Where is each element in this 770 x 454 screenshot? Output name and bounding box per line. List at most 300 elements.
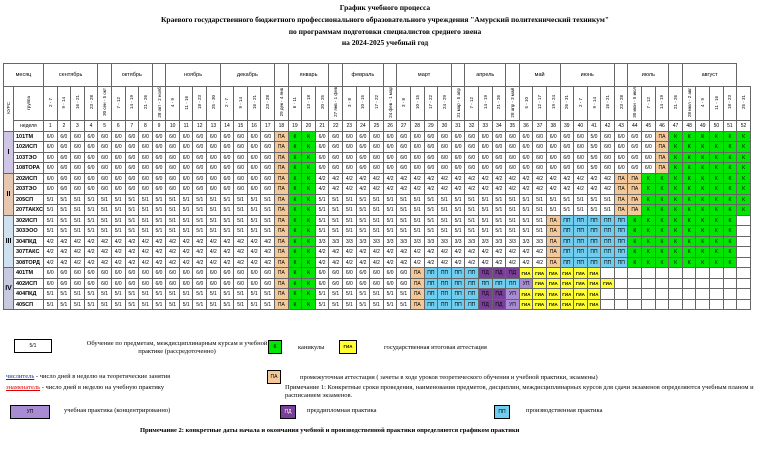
date-range-label: 7 - 12	[115, 96, 121, 109]
schedule-cell: 5/1	[315, 194, 329, 205]
schedule-cell: 6/0	[207, 163, 221, 174]
schedule-cell: 4/2	[492, 247, 506, 258]
group-name: 405СП	[14, 299, 44, 310]
schedule-cell: 4/2	[560, 184, 574, 195]
schedule-cell: 5/1	[451, 205, 465, 216]
schedule-cell: К	[302, 299, 316, 310]
schedule-cell: 6/0	[71, 268, 85, 279]
group-name: 302ИСП	[14, 215, 44, 226]
schedule-cell: ПП	[465, 268, 479, 279]
schedule-cell: 5/1	[71, 226, 85, 237]
schedule-cell: 5/1	[560, 205, 574, 216]
schedule-cell: 4/2	[356, 173, 370, 184]
schedule-cell: 5/1	[139, 289, 153, 300]
week-number: 22	[329, 120, 343, 131]
schedule-cell: К	[723, 131, 737, 142]
week-number: 21	[315, 120, 329, 131]
schedule-cell: 4/2	[519, 184, 533, 195]
schedule-cell: ПП	[424, 268, 438, 279]
schedule-cell: К	[669, 226, 683, 237]
month-header: август	[682, 64, 736, 87]
schedule-cell: К	[723, 215, 737, 226]
date-range-label: 21 - 26	[673, 95, 679, 110]
schedule-cell: ГИА	[587, 278, 601, 289]
group-header	[14, 87, 44, 121]
schedule-cell: 3/3	[343, 236, 357, 247]
schedule-cell: 5/1	[234, 289, 248, 300]
schedule-cell: 6/0	[451, 152, 465, 163]
schedule-cell: 6/0	[506, 142, 520, 153]
schedule-cell: 6/0	[642, 163, 656, 174]
schedule-cell	[682, 268, 696, 279]
date-range-label: 29 дек - 4 янв	[278, 88, 284, 117]
schedule-cell: 4/2	[506, 257, 520, 268]
schedule-cell: 6/0	[234, 184, 248, 195]
schedule-cell: 6/0	[465, 163, 479, 174]
schedule-cell: 5/1	[356, 215, 370, 226]
schedule-cell: 4/2	[533, 173, 547, 184]
schedule-cell: 6/0	[57, 152, 71, 163]
schedule-cell: 6/0	[166, 163, 180, 174]
schedule-cell: К	[696, 173, 710, 184]
schedule-cell: 6/0	[234, 278, 248, 289]
schedule-cell: 6/0	[247, 142, 261, 153]
month-header: июнь	[560, 64, 614, 87]
schedule-cell	[614, 278, 628, 289]
schedule-cell: ПП	[614, 247, 628, 258]
schedule-cell	[642, 289, 656, 300]
schedule-cell: 5/1	[356, 299, 370, 310]
month-header	[451, 64, 465, 87]
schedule-cell: 4/2	[451, 173, 465, 184]
week-number: 2	[57, 120, 71, 131]
date-range-cell	[696, 87, 710, 121]
schedule-cell: 5/1	[329, 215, 343, 226]
schedule-cell: К	[302, 247, 316, 258]
schedule-cell: К	[628, 257, 642, 268]
schedule-cell: 6/0	[614, 152, 628, 163]
schedule-cell: К	[288, 131, 302, 142]
schedule-cell: 5/1	[261, 215, 275, 226]
schedule-cell: ГИА	[519, 268, 533, 279]
week-number: 17	[261, 120, 275, 131]
schedule-cell: 4/2	[71, 247, 85, 258]
week-number: 8	[139, 120, 153, 131]
schedule-cell: 4/2	[587, 184, 601, 195]
schedule-cell: 4/2	[111, 247, 125, 258]
month-label: месяц	[4, 64, 44, 87]
schedule-cell: 4/2	[465, 173, 479, 184]
schedule-cell: ПД	[492, 299, 506, 310]
legend-production-text: производственная практика	[526, 407, 603, 414]
schedule-cell: ПП	[492, 278, 506, 289]
date-range-cell	[356, 87, 370, 121]
schedule-cell: К	[710, 257, 724, 268]
date-range-cell	[587, 87, 601, 121]
schedule-cell: К	[710, 205, 724, 216]
schedule-cell: 6/0	[71, 142, 85, 153]
week-number: 20	[302, 120, 316, 131]
date-range-label: 27 янв - 1 фев	[333, 87, 339, 118]
schedule-cell: 5/1	[343, 215, 357, 226]
date-range-cell	[179, 87, 193, 121]
schedule-cell	[601, 289, 615, 300]
date-range-cell	[125, 87, 139, 121]
schedule-cell: К	[696, 152, 710, 163]
schedule-cell: 6/0	[642, 142, 656, 153]
table-row	[4, 226, 751, 237]
schedule-cell: 3/3	[492, 236, 506, 247]
schedule-cell: К	[642, 184, 656, 195]
schedule-cell: 6/0	[247, 268, 261, 279]
week-number: 45	[642, 120, 656, 131]
schedule-cell: ПП	[614, 236, 628, 247]
course-cell: II	[4, 173, 14, 215]
schedule-cell: 5/1	[492, 205, 506, 216]
schedule-cell: 4/2	[506, 173, 520, 184]
schedule-cell: 6/0	[261, 268, 275, 279]
schedule-cell: К	[710, 142, 724, 153]
group-label: группа	[25, 95, 31, 110]
schedule-cell: ПП	[601, 226, 615, 237]
schedule-cell: 4/2	[315, 247, 329, 258]
schedule-cell: К	[682, 226, 696, 237]
group-name: 103ТЭО	[14, 152, 44, 163]
schedule-cell: 6/0	[179, 131, 193, 142]
table-row	[4, 131, 751, 142]
schedule-cell: К	[302, 268, 316, 279]
schedule-cell: 5/1	[261, 289, 275, 300]
schedule-cell: 6/0	[519, 152, 533, 163]
schedule-cell: УП	[506, 289, 520, 300]
schedule-cell: К	[696, 247, 710, 258]
schedule-cell: К	[723, 173, 737, 184]
schedule-cell: 4/2	[84, 247, 98, 258]
schedule-cell: К	[628, 236, 642, 247]
schedule-cell: 6/0	[601, 163, 615, 174]
schedule-cell: 5/1	[111, 215, 125, 226]
schedule-cell: К	[642, 226, 656, 237]
schedule-cell: 6/0	[152, 173, 166, 184]
schedule-cell: 5/1	[193, 215, 207, 226]
schedule-cell: 4/2	[207, 247, 221, 258]
date-range-cell	[410, 87, 424, 121]
schedule-cell: 4/2	[533, 247, 547, 258]
schedule-cell: 3/3	[424, 236, 438, 247]
date-range-label: 14 - 19	[482, 95, 488, 110]
date-range-cell	[451, 87, 465, 121]
schedule-cell: 4/2	[139, 257, 153, 268]
schedule-cell: 4/2	[329, 184, 343, 195]
schedule-cell: 6/0	[397, 142, 411, 153]
schedule-cell: 6/0	[71, 152, 85, 163]
schedule-cell: 5/1	[383, 215, 397, 226]
schedule-cell: 6/0	[43, 268, 57, 279]
schedule-cell: 4/2	[43, 247, 57, 258]
schedule-cell	[642, 268, 656, 279]
week-number: 15	[234, 120, 248, 131]
schedule-cell: 5/1	[84, 289, 98, 300]
schedule-cell: 5/1	[261, 205, 275, 216]
schedule-cell: 4/2	[111, 257, 125, 268]
schedule-cell: 5/1	[43, 215, 57, 226]
schedule-cell: 5/1	[57, 205, 71, 216]
course-cell: III	[4, 215, 14, 268]
schedule-cell: 4/2	[397, 247, 411, 258]
date-range-label: 10 - 15	[360, 95, 366, 110]
schedule-cell: ПА	[275, 299, 289, 310]
table-row	[4, 278, 751, 289]
schedule-cell: 6/0	[193, 268, 207, 279]
schedule-cell: 6/0	[111, 152, 125, 163]
month-header: март	[397, 64, 451, 87]
schedule-cell: 4/2	[193, 236, 207, 247]
date-range-label: 18 - 23	[197, 95, 203, 110]
schedule-cell: К	[710, 215, 724, 226]
schedule-cell: 4/2	[125, 247, 139, 258]
date-range-label: 7 - 12	[645, 96, 651, 109]
schedule-cell: 5/1	[71, 205, 85, 216]
schedule-cell: 6/0	[193, 142, 207, 153]
schedule-cell: 5/1	[234, 299, 248, 310]
schedule-cell: ПП	[560, 236, 574, 247]
schedule-cell: 6/0	[139, 173, 153, 184]
schedule-cell: 4/2	[247, 257, 261, 268]
schedule-cell: 6/0	[57, 184, 71, 195]
schedule-cell: 4/2	[315, 173, 329, 184]
schedule-cell: 4/2	[329, 247, 343, 258]
schedule-cell: 4/2	[43, 257, 57, 268]
schedule-cell: 5/1	[57, 299, 71, 310]
schedule-cell: 6/0	[533, 142, 547, 153]
schedule-cell: 4/2	[98, 236, 112, 247]
schedule-cell: 4/2	[506, 247, 520, 258]
schedule-cell: К	[696, 131, 710, 142]
schedule-cell: 5/1	[207, 194, 221, 205]
week-number: 38	[546, 120, 560, 131]
date-range-cell	[533, 87, 547, 121]
schedule-cell: 5/1	[193, 194, 207, 205]
schedule-cell: 6/0	[397, 152, 411, 163]
schedule-cell: К	[302, 142, 316, 153]
date-range-cell	[329, 87, 343, 121]
schedule-cell: 5/1	[179, 289, 193, 300]
schedule-cell: 5/1	[261, 194, 275, 205]
schedule-cell: 3/3	[506, 236, 520, 247]
title-line-4: на 2024-2025 учебный год	[341, 38, 429, 47]
month-header: май	[519, 64, 560, 87]
schedule-cell: 5/1	[84, 226, 98, 237]
schedule-cell: ГИА	[574, 268, 588, 279]
schedule-cell: 3/3	[438, 236, 452, 247]
schedule-cell: 5/1	[43, 205, 57, 216]
schedule-cell: 5/1	[84, 194, 98, 205]
date-range-cell	[343, 87, 357, 121]
schedule-cell: ПА	[275, 268, 289, 279]
schedule-cell: 4/2	[574, 184, 588, 195]
schedule-cell: 6/0	[356, 268, 370, 279]
schedule-cell	[682, 278, 696, 289]
schedule-cell: 6/0	[111, 268, 125, 279]
schedule-cell: 6/0	[193, 163, 207, 174]
schedule-cell: К	[682, 205, 696, 216]
schedule-cell: 6/0	[343, 278, 357, 289]
schedule-cell: 6/0	[139, 268, 153, 279]
schedule-cell: 5/1	[57, 226, 71, 237]
schedule-cell: 4/2	[261, 257, 275, 268]
schedule-cell: К	[655, 247, 669, 258]
schedule-cell: 6/0	[43, 142, 57, 153]
group-name: 402ИСП	[14, 278, 44, 289]
schedule-cell: К	[288, 173, 302, 184]
schedule-cell: 5/1	[125, 226, 139, 237]
schedule-cell: 6/0	[356, 131, 370, 142]
schedule-cell: 3/3	[465, 236, 479, 247]
schedule-cell: ПА	[546, 257, 560, 268]
schedule-cell	[696, 278, 710, 289]
schedule-cell: 6/0	[370, 163, 384, 174]
schedule-cell: 3/3	[329, 236, 343, 247]
schedule-cell: 5/1	[438, 215, 452, 226]
schedule-cell: ПА	[275, 247, 289, 258]
schedule-cell: К	[288, 163, 302, 174]
week-number: 26	[383, 120, 397, 131]
week-number: 42	[601, 120, 615, 131]
schedule-cell	[682, 299, 696, 310]
schedule-cell: К	[655, 226, 669, 237]
week-label: неделя	[14, 120, 44, 131]
schedule-cell: 6/0	[179, 268, 193, 279]
schedule-cell: ГИА	[519, 299, 533, 310]
schedule-cell: ПА	[546, 247, 560, 258]
date-range-label: 10 - 15	[414, 95, 420, 110]
schedule-cell: 5/1	[71, 194, 85, 205]
schedule-cell: 4/2	[111, 236, 125, 247]
schedule-cell: 6/0	[614, 131, 628, 142]
schedule-cell: 6/0	[207, 131, 221, 142]
schedule-cell	[723, 278, 737, 289]
schedule-cell: К	[302, 184, 316, 195]
schedule-cell: 4/2	[152, 236, 166, 247]
week-number: 23	[343, 120, 357, 131]
table-row	[4, 142, 751, 153]
schedule-cell: 4/2	[261, 247, 275, 258]
schedule-cell: 6/0	[179, 152, 193, 163]
schedule-cell: 5/1	[478, 205, 492, 216]
schedule-cell: 4/2	[601, 184, 615, 195]
date-range-label: 14 - 19	[129, 95, 135, 110]
schedule-cell: ПП	[587, 226, 601, 237]
schedule-cell: 6/0	[343, 152, 357, 163]
schedule-cell: 6/0	[438, 142, 452, 153]
schedule-cell: 5/1	[370, 205, 384, 216]
schedule-cell: 5/1	[506, 194, 520, 205]
course-label: КУРС	[6, 102, 11, 114]
schedule-cell: 6/0	[166, 131, 180, 142]
schedule-cell: ПП	[478, 278, 492, 289]
legend-attestation-swatch: ПА	[267, 370, 281, 384]
schedule-cell: 5/1	[383, 205, 397, 216]
schedule-cell: 4/2	[397, 257, 411, 268]
date-range-label: 2 - 7	[577, 97, 583, 107]
schedule-cell: 5/1	[424, 226, 438, 237]
schedule-cell: 5/1	[234, 194, 248, 205]
week-number: 32	[465, 120, 479, 131]
schedule-cell: К	[682, 163, 696, 174]
schedule-cell: 4/2	[57, 236, 71, 247]
schedule-cell: 6/0	[71, 278, 85, 289]
schedule-cell: К	[682, 215, 696, 226]
schedule-cell	[682, 289, 696, 300]
schedule-cell: 5/1	[193, 289, 207, 300]
schedule-cell: 6/0	[370, 152, 384, 163]
date-range-label: 21 - 26	[142, 95, 148, 110]
date-range-cell	[737, 87, 751, 121]
schedule-cell: 5/1	[220, 215, 234, 226]
schedule-cell: ПА	[275, 257, 289, 268]
date-range-cell	[275, 87, 289, 121]
schedule-cell: К	[682, 184, 696, 195]
date-range-label: 16 - 21	[605, 95, 611, 110]
schedule-cell: 4/2	[492, 184, 506, 195]
schedule-cell: ГИА	[533, 278, 547, 289]
schedule-cell: ПА	[275, 194, 289, 205]
schedule-cell: 6/0	[261, 173, 275, 184]
schedule-cell: ПП	[574, 257, 588, 268]
date-range-label: 3 - 8	[401, 97, 407, 107]
week-number: 12	[193, 120, 207, 131]
schedule-cell: К	[737, 131, 751, 142]
schedule-cell: 4/2	[166, 257, 180, 268]
schedule-cell: 6/0	[179, 278, 193, 289]
schedule-cell: 6/0	[601, 142, 615, 153]
schedule-cell	[737, 236, 751, 247]
schedule-cell: 5/1	[111, 299, 125, 310]
week-number: 7	[125, 120, 139, 131]
legend-note-1: Примечание 1: Конкретные сроки проведения, наименования предметов, дисциплин, междисциплинарных курсов для сдачи экзаменов определяются учебным планом и расписанием экзаменов.	[285, 384, 754, 399]
schedule-cell: 5/1	[247, 299, 261, 310]
schedule-cell: 5/1	[315, 205, 329, 216]
date-range-cell	[370, 87, 384, 121]
schedule-cell: 6/0	[111, 163, 125, 174]
schedule-cell: 6/0	[383, 152, 397, 163]
schedule-cell: 6/0	[642, 131, 656, 142]
date-range-cell	[669, 87, 683, 121]
schedule-cell: 5/1	[139, 194, 153, 205]
schedule-cell	[737, 257, 751, 268]
schedule-cell: 6/0	[410, 152, 424, 163]
schedule-cell: 4/2	[220, 257, 234, 268]
week-number: 3	[71, 120, 85, 131]
schedule-cell: 6/0	[356, 163, 370, 174]
schedule-cell: 6/0	[533, 131, 547, 142]
schedule-cell: 4/2	[139, 247, 153, 258]
schedule-cell: 5/1	[383, 226, 397, 237]
schedule-cell: 5/1	[492, 226, 506, 237]
schedule-cell: 6/0	[71, 173, 85, 184]
schedule-cell: 5/1	[247, 215, 261, 226]
date-range-label: 17 - 22	[374, 95, 379, 110]
schedule-cell: ПД	[506, 268, 520, 279]
date-range-cell	[560, 87, 574, 121]
week-number: 31	[451, 120, 465, 131]
schedule-cell: 6/0	[506, 163, 520, 174]
schedule-cell: ПП	[587, 236, 601, 247]
schedule-cell: К	[723, 257, 737, 268]
schedule-cell: 4/2	[152, 257, 166, 268]
schedule-cell: 5/1	[343, 205, 357, 216]
schedule-cell: 4/2	[574, 173, 588, 184]
